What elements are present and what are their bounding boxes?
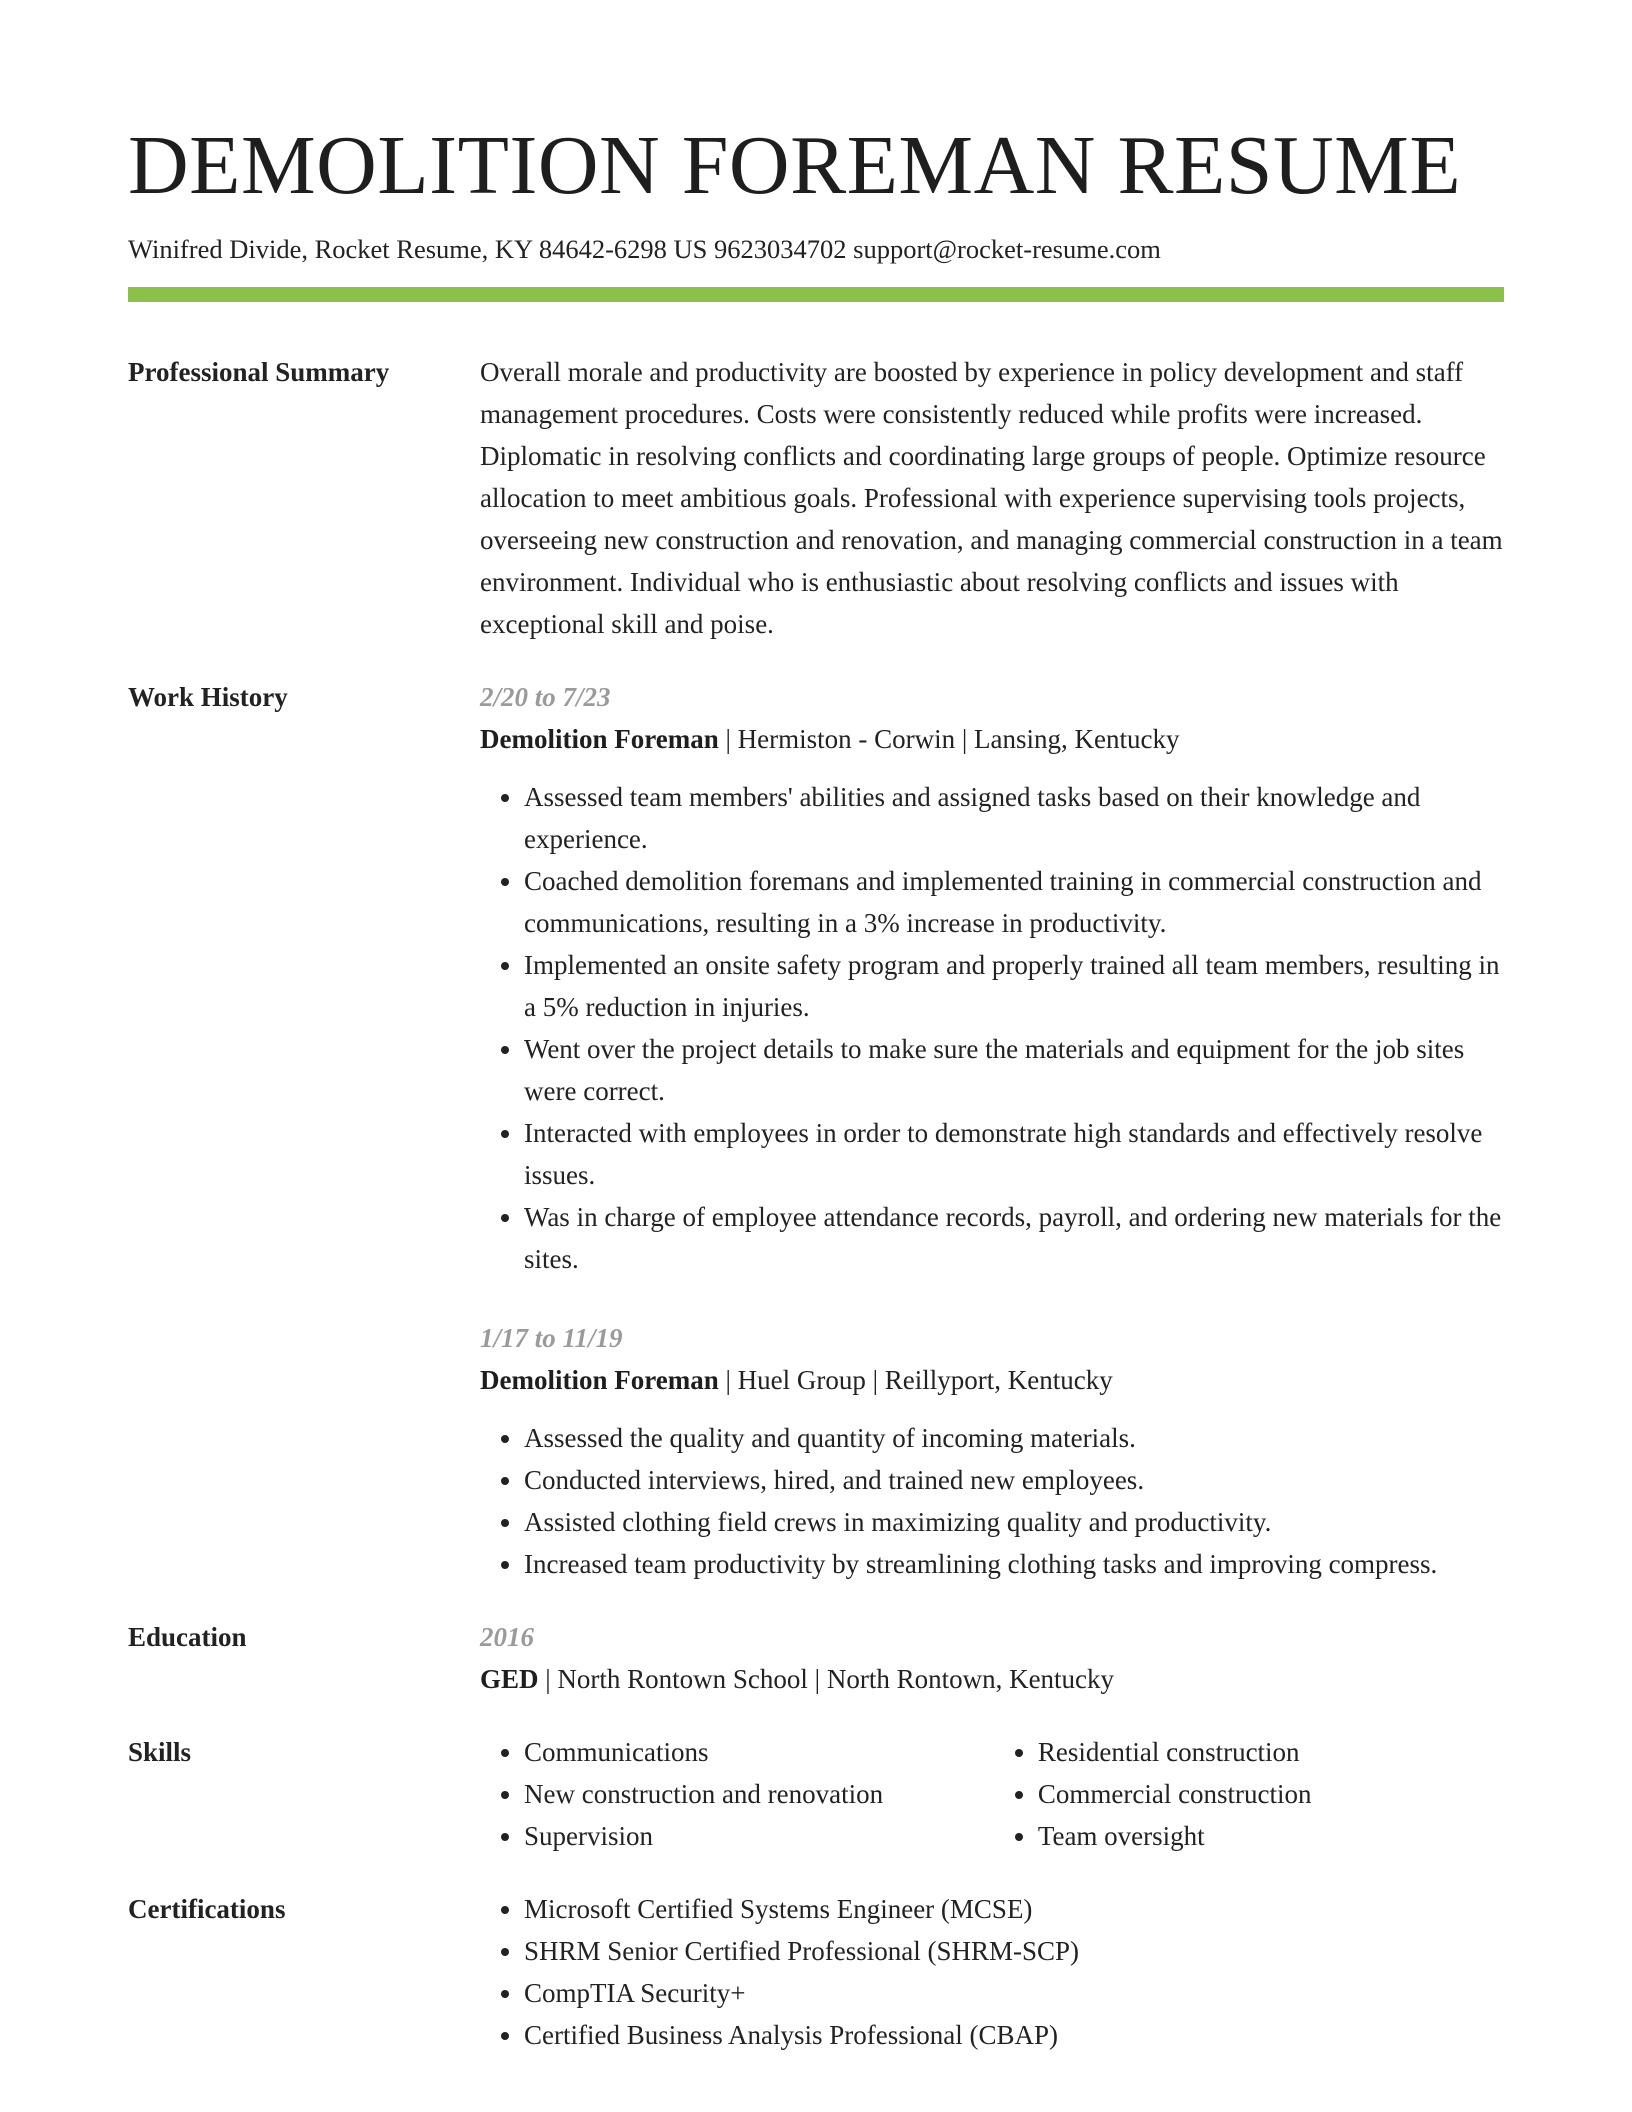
education-section bbox=[128, 1616, 1504, 1700]
resume-page bbox=[128, 0, 1504, 2056]
resume-title: DEMOLITION FOREMAN RESUME bbox=[128, 119, 1462, 212]
list-item: • Went over the project details to make sure the materials and equipment for the job sites were correct. bbox=[524, 1028, 1504, 1112]
section-label-certifications: Certifications bbox=[128, 1894, 286, 1924]
list-item: • Assessed the quality and quantity of incoming materials. bbox=[524, 1417, 1504, 1459]
section-label-education: Education bbox=[128, 1622, 247, 1652]
skill-item: • Commercial construction bbox=[1038, 1773, 1504, 1815]
skills-section bbox=[128, 1731, 1504, 1857]
job-title: Demolition Foreman bbox=[480, 724, 719, 754]
skill-item: • Team oversight bbox=[1038, 1815, 1504, 1857]
skill-item: • New construction and renovation bbox=[524, 1773, 994, 1815]
job-details: | Huel Group | Reillyport, Kentucky bbox=[718, 1365, 1113, 1395]
certification-item: • SHRM Senior Certified Professional (SHRM-SCP) bbox=[524, 1930, 1504, 1972]
job-bullet-list bbox=[480, 1417, 1504, 1585]
certification-item: • Certified Business Analysis Professional (CBAP) bbox=[524, 2014, 1504, 2056]
certification-item: • Microsoft Certified Systems Engineer (MCSE) bbox=[524, 1888, 1504, 1930]
education-date: 2016 bbox=[480, 1622, 534, 1652]
education-details: | North Rontown School | North Rontown, Kentucky bbox=[538, 1664, 1115, 1694]
job-role-line bbox=[480, 1359, 1504, 1401]
section-label-summary: Professional Summary bbox=[128, 357, 390, 387]
job-entry bbox=[480, 1317, 1504, 1585]
job-details: | Hermiston - Corwin | Lansing, Kentucky bbox=[718, 724, 1180, 754]
skills-list-left bbox=[480, 1731, 994, 1857]
job-role-line bbox=[480, 718, 1504, 760]
summary-text: Overall morale and productivity are boosted by experience in policy development and staff management procedures. Costs were consistently reduced while profits were increased. Diplomatic in resolving conflicts and coordinating large groups of people. Optimize resource allocation to meet ambitious goals. Professional with experience supervising tools projects, overseeing new construction and renovation, and managing commercial construction in a team environment. Individual who is enthusiastic about resolving conflicts and issues with exceptional skill and poise. bbox=[480, 357, 1503, 639]
job-bullet-list bbox=[480, 776, 1504, 1280]
list-item: • Conducted interviews, hired, and trained new employees. bbox=[524, 1459, 1504, 1501]
section-label-skills: Skills bbox=[128, 1737, 192, 1767]
list-item: • Assessed team members' abilities and assigned tasks based on their knowledge and experience. bbox=[524, 776, 1504, 860]
skill-item: • Residential construction bbox=[1038, 1731, 1504, 1773]
skills-list-right bbox=[994, 1731, 1504, 1857]
job-dates: 2/20 to 7/23 bbox=[480, 682, 611, 712]
list-item: • Was in charge of employee attendance records, payroll, and ordering new materials for the sites. bbox=[524, 1196, 1504, 1280]
skill-item: • Communications bbox=[524, 1731, 994, 1773]
list-item: • Assisted clothing field crews in maximizing quality and productivity. bbox=[524, 1501, 1504, 1543]
job-entry bbox=[480, 676, 1504, 1280]
accent-divider bbox=[128, 287, 1504, 302]
degree: GED bbox=[480, 1664, 539, 1694]
certification-item: • CompTIA Security+ bbox=[524, 1972, 1504, 2014]
certifications-section bbox=[128, 1888, 1504, 2056]
section-label-work-history: Work History bbox=[128, 682, 288, 712]
education-line bbox=[480, 1658, 1504, 1700]
list-item: • Increased team productivity by streamlining clothing tasks and improving compress. bbox=[524, 1543, 1504, 1585]
list-item: • Interacted with employees in order to demonstrate high standards and effectively resolve issues. bbox=[524, 1112, 1504, 1196]
list-item: • Implemented an onsite safety program and properly trained all team members, resulting in a 5% reduction in injuries. bbox=[524, 944, 1504, 1028]
job-title: Demolition Foreman bbox=[480, 1365, 719, 1395]
work-history-section bbox=[128, 676, 1504, 1585]
list-item: • Coached demolition foremans and implemented training in commercial construction and communications, resulting in a 3% increase in productivity. bbox=[524, 860, 1504, 944]
contact-line: Winifred Divide, Rocket Resume, KY 84642-6298 US 9623034702 support@rocket-resume.com bbox=[128, 234, 1161, 264]
skill-item: • Supervision bbox=[524, 1815, 994, 1857]
job-dates: 1/17 to 11/19 bbox=[480, 1323, 623, 1353]
certifications-list bbox=[480, 1888, 1504, 2056]
summary-section bbox=[128, 351, 1504, 645]
